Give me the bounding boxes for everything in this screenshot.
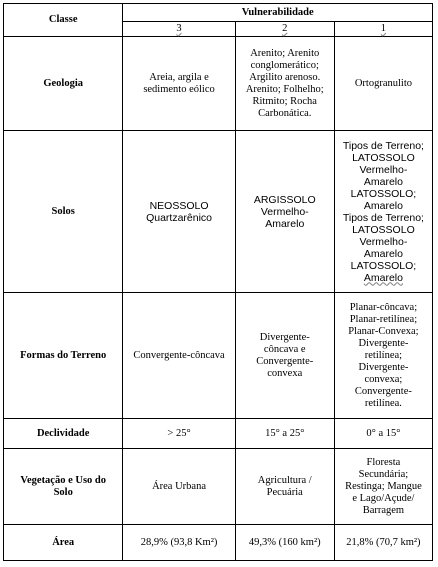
header-classe: Classe: [4, 4, 123, 37]
row-label-geologia: Geologia: [4, 37, 123, 131]
header-level-1: 1: [334, 22, 432, 37]
cell-area-1: 21,8% (70,7 km²): [334, 525, 432, 561]
cell-declividade-2: 15° a 25°: [235, 419, 334, 449]
row-label-declividade: Declividade: [4, 419, 123, 449]
cell-geologia-3: Areia, argila e sedimento eólico: [123, 37, 235, 131]
row-label-area: Área: [4, 525, 123, 561]
cell-formas-2: Divergente- côncava e Convergente- convexa: [235, 293, 334, 419]
cell-area-3: 28,9% (93,8 Km²): [123, 525, 235, 561]
cell-formas-3: Convergente-côncava: [123, 293, 235, 419]
header-level-2: 2: [235, 22, 334, 37]
cell-declividade-1: 0° a 15°: [334, 419, 432, 449]
cell-formas-1: Planar-côncava; Planar-retilínea; Planar-Convexa; Divergente- retilínea; Divergente- convexa; Convergente- retilínea.: [334, 293, 432, 419]
cell-solos-2: ARGISSOLO Vermelho- Amarelo: [235, 131, 334, 293]
cell-area-2: 49,3% (160 km²): [235, 525, 334, 561]
row-label-vegetacao-e-uso-do-solo: Vegetação e Uso do Solo: [4, 449, 123, 525]
header-level-3: 3: [123, 22, 235, 37]
row-label-formas-do-terreno: Formas do Terreno: [4, 293, 123, 419]
cell-vegetacao-1: Floresta Secundária; Restinga; Mangue e Lago/Açude/ Barragem: [334, 449, 432, 525]
cell-vegetacao-3: Área Urbana: [123, 449, 235, 525]
cell-vegetacao-2: Agricultura / Pecuária: [235, 449, 334, 525]
cell-geologia-2: Arenito; Arenito conglomerático; Argilito arenoso. Arenito; Folhelho; Ritmito; Rocha Carbonática.: [235, 37, 334, 131]
cell-geologia-1: Ortogranulito: [334, 37, 432, 131]
vulnerability-table: [3, 3, 433, 561]
cell-solos-3: NEOSSOLO Quartzarênico: [123, 131, 235, 293]
cell-solos-1: Tipos de Terreno; LATOSSOLO Vermelho- Amarelo LATOSSOLO; Amarelo Tipos de Terreno; LATOSSOLO Vermelho- Amarelo LATOSSOLO; Amarelo: [334, 131, 432, 293]
cell-declividade-3: > 25°: [123, 419, 235, 449]
header-vulnerabilidade: Vulnerabilidade: [123, 4, 433, 22]
row-label-solos: Solos: [4, 131, 123, 293]
